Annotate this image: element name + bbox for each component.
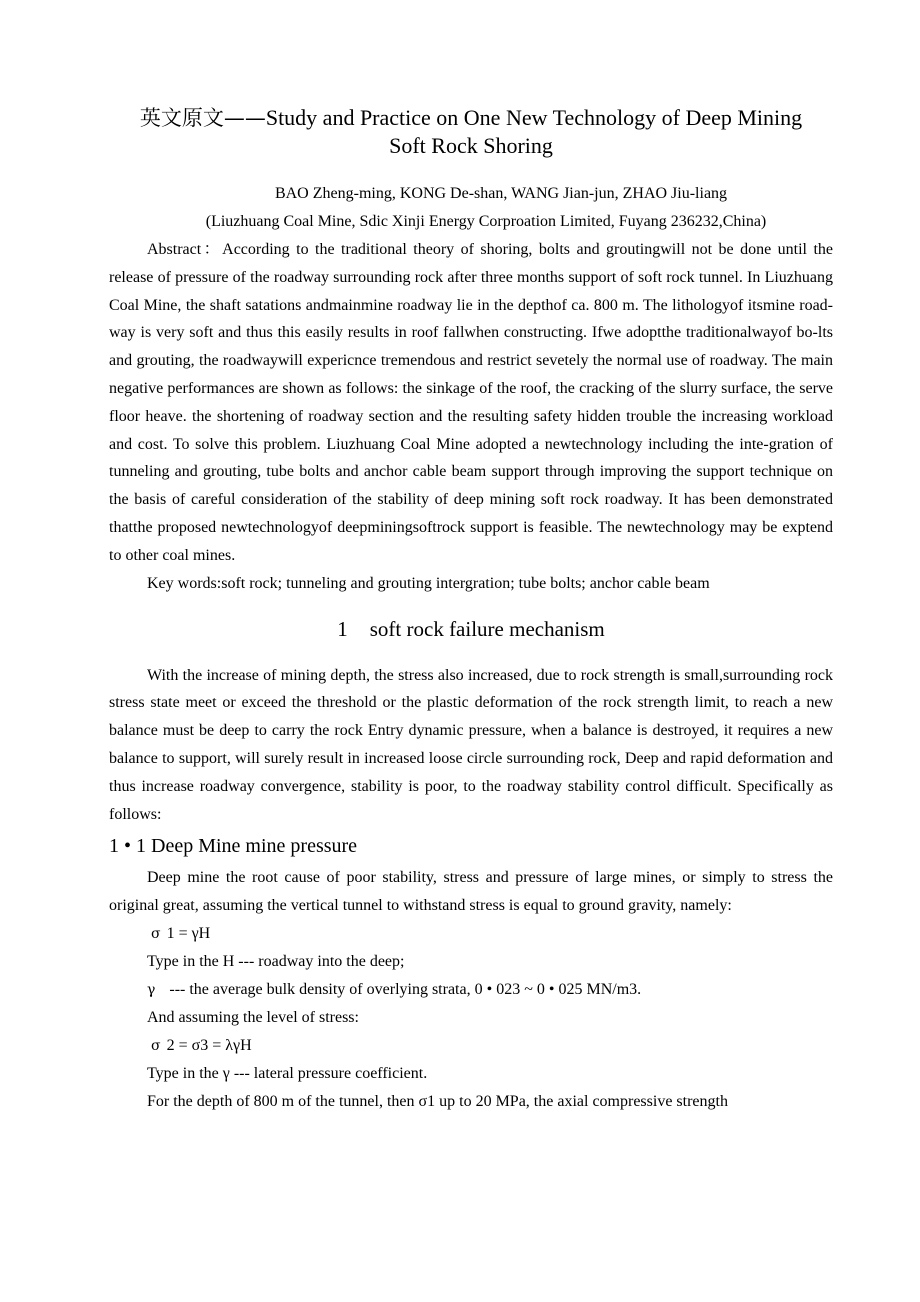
title-line-2: Soft Rock Shoring [389,133,553,158]
paper-title [109,104,833,160]
title-line-1: Study and Practice on One New Technology of Deep Mining [265,105,803,130]
equation-sigma-1-body: 1 = γH [166,924,211,942]
section-1-title: soft rock failure mechanism [369,616,605,641]
definition-gamma-body: --- the average bulk density of overlying strata, 0 • 023 ~ 0 • 025 MN/m3. [169,980,642,998]
equation-sigma-1 [109,920,833,948]
equation-sigma-2 [109,1032,833,1060]
sigma-symbol: σ [151,925,161,942]
definition-h: Type in the H --- roadway into the deep; [147,952,405,970]
title-cjk-prefix: 英文原文—— [139,106,266,130]
author-list: BAO Zheng-ming, KONG De-shan, WANG Jian-jun, ZHAO Jiu-liang [274,185,728,202]
definition-gamma [109,976,833,1004]
section-1-number: 1 [337,616,348,641]
abstract: Abstract：According to the traditional theory of shoring, bolts and groutingwill not be done until the release of pressure of the roadway surrounding rock after three months support of soft rock tunnel. In Liuzhuang Coal Mine, the shaft satations andmainmine roadway lie in the depthof ca. 800 m. The lithologyof itsmine road-way is very soft and thus this easily results in roof fallwhen constructing. Ifwe adoptthe traditionalwayof bo-lts and grouting, the roadwaywill expericnce tremendous and restrict sevetely the normal use of roadway. The main negative performances are shown as follows: the sinkage of the roof, the cracking of the slurry surface, the serve floor heave. the shortening of roadway section and the resulting safety hidden trouble the increasing workload and cost. To solve this problem. Liuzhuang Coal Mine adopted a newtechnology including the inte-gration of tunneling and grouting, tube bolts and anchor cable beam support through improving the support technique on the basis of careful consideration of the stability of deep mining soft rock roadway. It has been demonstrated thatthe proposed newtechnologyof deepminingsoftrock support is feasible. The newtechnology may be exptend to other coal mines. [109,241,833,564]
section-1-heading [109,615,833,643]
sigma-symbol: σ [151,1037,161,1054]
subsection-1-1-paragraph: Deep mine the root cause of poor stability, stress and pressure of large mines, or simply to stress the original great, assuming the vertical tunnel to withstand stress is equal to ground gravity, namely: [109,869,833,915]
section-1-paragraph: With the increase of mining depth, the stress also increased, due to rock strength is small,surrounding rock stress state meet or exceed the threshold or the plastic deformation of the rock strength limit, to reach a new balance must be deep to carry the rock Entry dynamic pressure, when a balance is destroyed, it requires a new balance to support, will surely result in increased loose circle surrounding rock, Deep and rapid deformation and thus increase roadway convergence, stability is poor, to the roadway stability control difficult. Specifically as follows: [109,666,833,823]
paper-content [109,104,833,1116]
continuation-text: For the depth of 800 m of the tunnel, then σ1 up to 20 MPa, the axial compressive strength [147,1092,728,1110]
assumption-level-stress: And assuming the level of stress: [147,1008,359,1026]
equation-sigma-2-body: 2 = σ3 = λγH [166,1036,252,1054]
keywords: Key words:soft rock; tunneling and grouting intergration; tube bolts; anchor cable beam [147,574,710,592]
definition-lateral-coefficient: Type in the γ --- lateral pressure coefficient. [147,1064,428,1082]
affiliation: (Liuzhuang Coal Mine, Sdic Xinji Energy Corproation Limited, Fuyang 236232,China) [205,213,767,230]
gamma-symbol: γ [147,981,156,998]
subsection-1-1-heading: 1 • 1 Deep Mine mine pressure [109,835,358,858]
